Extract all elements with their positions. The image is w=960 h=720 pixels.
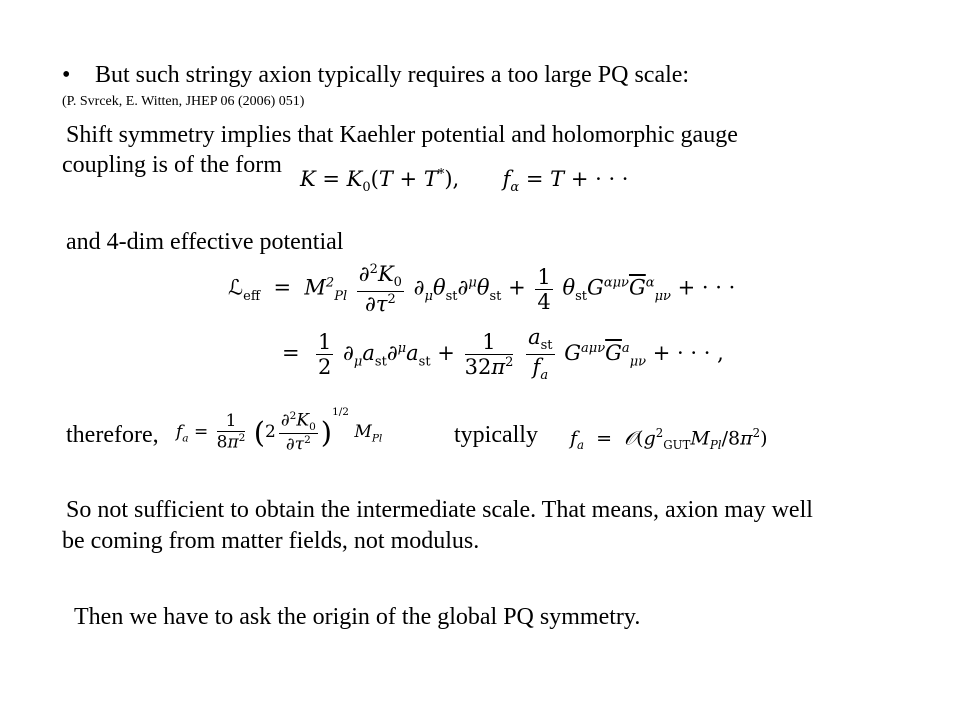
therefore-label: therefore, <box>66 422 159 448</box>
effective-lagrangian-line1: ℒ$_{eff}$ = $M^2_{Pl}$ $\frac{\partial^2K_0}{\partial\tau^2}$ $\partial_\mu\theta_{st}\partial^\mu\theta_{st}$ + $\frac{1}{4}$ $\theta_{st}G^{\alpha\mu\nu}\overline{G}^\alpha_{\mu\nu}$ + · · · <box>228 262 736 317</box>
typically-label: typically <box>454 422 538 448</box>
decay-constant-equation: $f_a$ = $\frac{1}{8\pi^2}$ (2 $\frac{\partial^2K_0}{\partial\tau^2}$ )$^{1/2}$ $M_{Pl}$ <box>176 406 383 455</box>
slide-heading: But such stringy axion typically requires a too large PQ scale: <box>95 62 690 88</box>
bullet-marker: • <box>62 62 71 88</box>
shift-symmetry-text-line2: coupling is of the form <box>62 152 282 178</box>
scale-estimate-equation: $f_a$ = $𝒪(g^2_{GUT}M_{Pl}/8\pi^2)$ <box>570 426 768 453</box>
effective-lagrangian-line2: = $\frac{1}{2}$ $\partial_\mu a_{st}\partial^\mu a_{st}$ + $\frac{1}{32\pi^2}$ $\frac{a_{st}}{f_a}$ $G^{a\mu\nu}\overline{G}^a_{\mu\nu}$ + · · · , <box>282 325 724 384</box>
conclusion-text-line2: be coming from matter fields, not modulus. <box>62 528 480 554</box>
origin-question-text: Then we have to ask the origin of the global PQ symmetry. <box>74 604 641 630</box>
effective-potential-text: and 4-dim effective potential <box>66 229 344 255</box>
reference-citation: (P. Svrcek, E. Witten, JHEP 06 (2006) 051) <box>62 94 305 109</box>
conclusion-text-line1: So not sufficient to obtain the intermediate scale. That means, axion may well <box>66 497 813 523</box>
kahler-potential-equation: $K = K_0(T + T^*)$, $f_\alpha = T$ + · · · <box>300 167 629 196</box>
shift-symmetry-text-line1: Shift symmetry implies that Kaehler potential and holomorphic gauge <box>66 122 738 148</box>
